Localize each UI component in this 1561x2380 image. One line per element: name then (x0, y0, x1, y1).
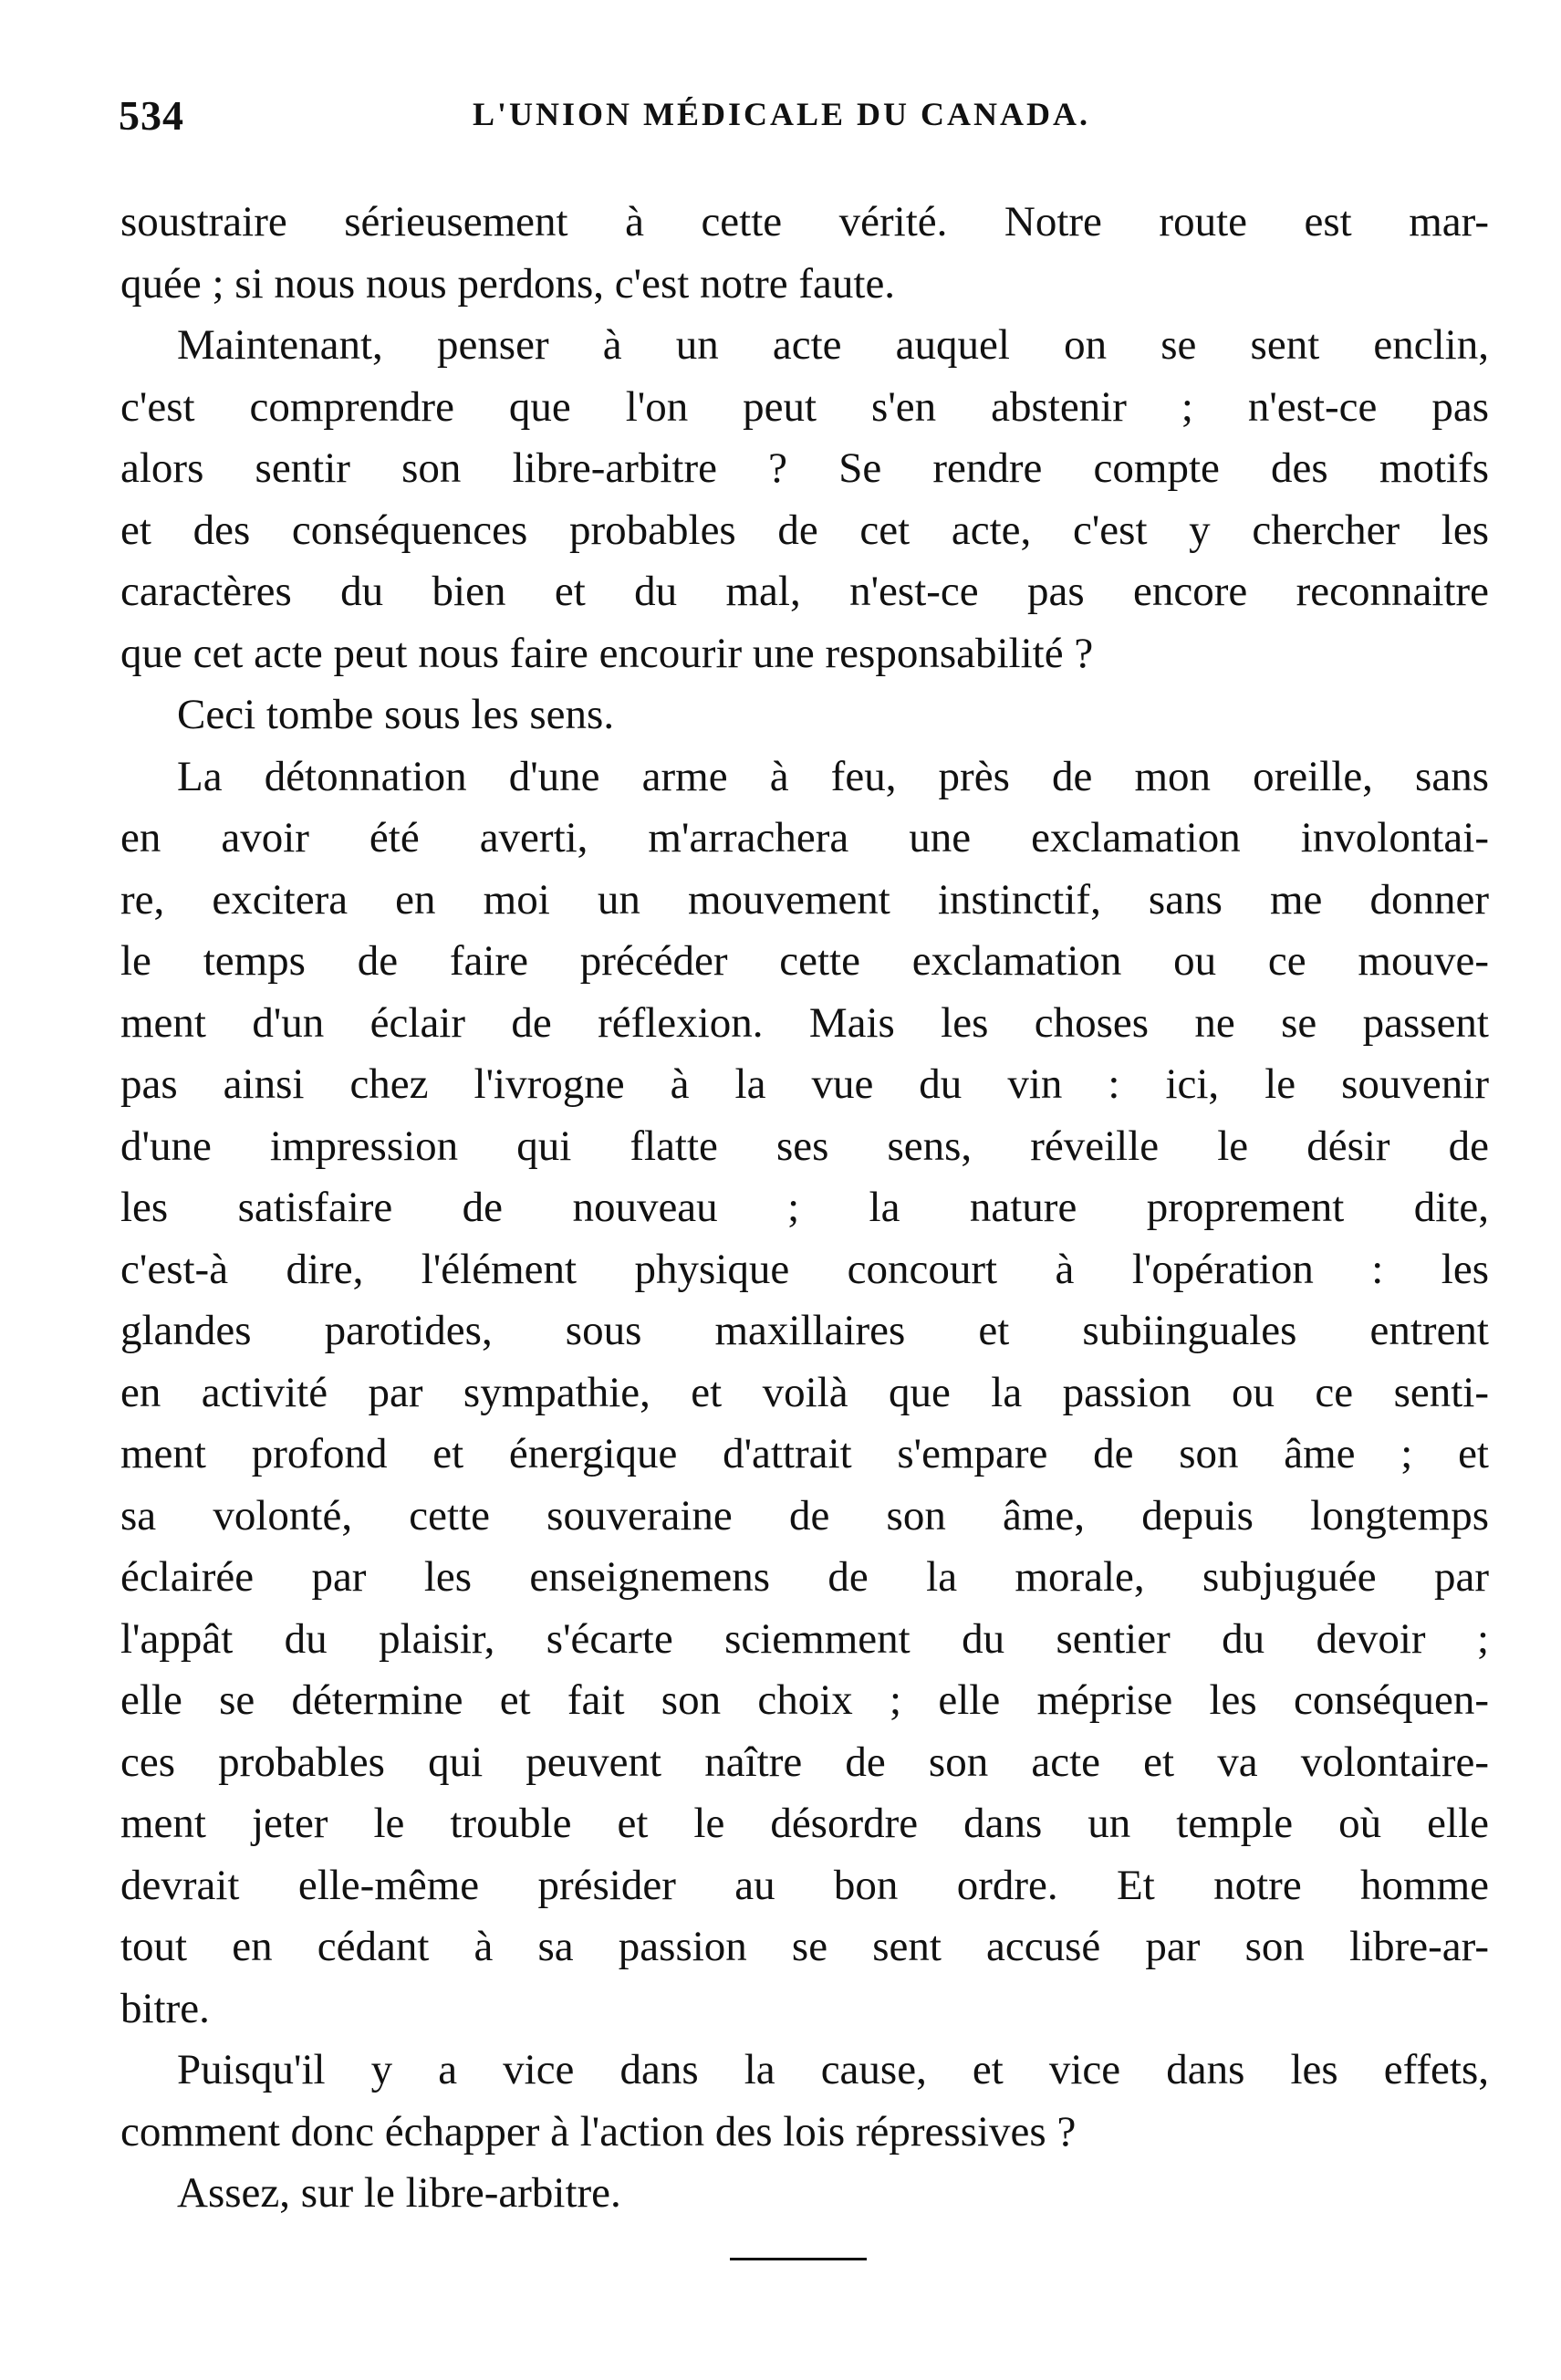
text-line: Ceci tombe sous les sens. (177, 691, 615, 738)
text-line: tout en cédant à sa passion se sent accusé par son libre-ar- (120, 1923, 1489, 1970)
text-line: ment jeter le trouble et le désordre dans un temple où elle (120, 1800, 1489, 1847)
text-line: d'une impression qui flatte ses sens, réveille le désir de (120, 1122, 1489, 1170)
text-line: caractères du bien et du mal, n'est-ce pas encore reconnaitre (120, 568, 1489, 615)
text-line: elle se détermine et fait son choix ; elle méprise les conséquen- (120, 1676, 1489, 1724)
text-line: La détonnation d'une arme à feu, près de mon oreille, sans (177, 752, 1489, 800)
text-line: alors sentir son libre-arbitre ? Se rendre compte des motifs (120, 444, 1489, 492)
text-line: devrait elle-même présider au bon ordre. Et notre homme (120, 1861, 1489, 1909)
text-line: que cet acte peut nous faire encourir une responsabilité ? (120, 629, 1094, 677)
text-line: et des conséquences probables de cet acte, c'est y chercher les (120, 506, 1489, 554)
text-line: l'appât du plaisir, s'écarte sciemment du sentier du devoir ; (120, 1614, 1489, 1663)
section-separator (730, 2258, 867, 2260)
text-line: glandes parotides, sous maxillaires et subiinguales entrent (120, 1307, 1489, 1354)
text-line: pas ainsi chez l'ivrogne à la vue du vin : ici, le souvenir (120, 1060, 1489, 1108)
text-line: bitre. (120, 1984, 210, 2032)
page-header (119, 91, 1487, 146)
text-line: Puisqu'il y a vice dans la cause, et vice dans les effets, (177, 2046, 1489, 2093)
text-line: en activité par sympathie, et voilà que la passion ou ce senti- (120, 1368, 1489, 1416)
text-line: ment d'un éclair de réflexion. Mais les choses ne se passent (120, 998, 1489, 1047)
body-text (120, 192, 1489, 2225)
text-line: sa volonté, cette souveraine de son âme, depuis longtemps (120, 1491, 1489, 1540)
running-title: L'UNION MÉDICALE DU CANADA. (473, 96, 1091, 132)
text-line: les satisfaire de nouveau ; la nature proprement dite, (120, 1184, 1489, 1231)
text-line: éclairée par les enseignemens de la morale, subjuguée par (120, 1553, 1489, 1601)
text-line: quée ; si nous nous perdons, c'est notre faute. (120, 259, 896, 308)
text-line: Assez, sur le libre-arbitre. (177, 2169, 621, 2217)
text-line: c'est-à dire, l'élément physique concourt à l'opération : les (120, 1245, 1489, 1293)
text-line: c'est comprendre que l'on peut s'en abstenir ; n'est-ce pas (120, 382, 1489, 431)
page-number: 534 (119, 92, 184, 139)
text-line: comment donc échapper à l'action des lois répressives ? (120, 2107, 1077, 2156)
text-line: ment profond et énergique d'attrait s'empare de son âme ; et (120, 1430, 1489, 1477)
text-line: le temps de faire précéder cette exclamation ou ce mouve- (120, 937, 1489, 985)
text-line: re, excitera en moi un mouvement instinctif, sans me donner (120, 875, 1489, 924)
text-line: Maintenant, penser à un acte auquel on se sent enclin, (177, 321, 1489, 369)
text-line: soustraire sérieusement à cette vérité. Notre route est mar- (120, 198, 1489, 245)
text-line: ces probables qui peuvent naître de son acte et va volontaire- (120, 1738, 1489, 1786)
text-line: en avoir été averti, m'arrachera une exclamation involontai- (120, 814, 1489, 861)
